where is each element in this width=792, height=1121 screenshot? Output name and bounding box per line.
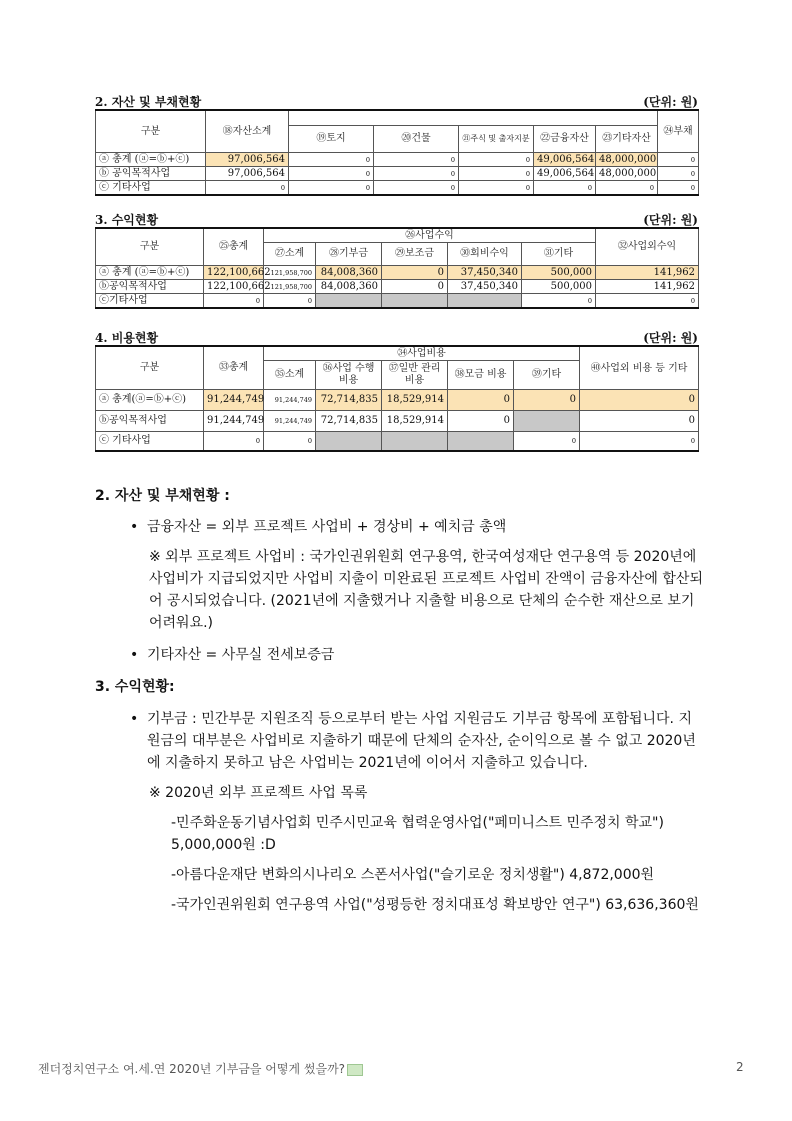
expense-h-38: ㊳모금 비용 <box>448 361 514 390</box>
expense-section <box>95 331 698 452</box>
assets-h-21: ㉑주식 및 출자지분 <box>459 126 534 153</box>
section3-heading: 3. 수익현황: <box>95 679 175 695</box>
expense-h-36: ㊱사업 수행비용 <box>316 361 382 390</box>
table-row: ⓐ 총계 (ⓐ=ⓑ+ⓒ) 122,100,662 121,958,700 84,008,360 0 37,450,340 500,000 141,962 <box>96 266 699 280</box>
expense-h-gubun: 구분 <box>96 346 204 390</box>
page-number: 2 <box>736 1060 744 1074</box>
bullet-icon: • <box>130 711 139 727</box>
income-unit: (단위: 원) <box>643 213 698 227</box>
list-item: • 기부금 : 민간부문 지원조직 등으로부터 받는 사업 지원금도 기부금 항목에 포함됩니다. 지원금의 대부분은 사업비로 지출하기 때문에 단체의 순자산, 순이익으로 볼 수 없고 2020년에 지출하지 못하고 남은 사업비는 2021년에 이어서 지출하고 있습니다. <box>95 708 705 774</box>
table-row: ⓒ기타사업 0 0 0 0 <box>96 294 699 309</box>
list-item: -국가인권위원회 연구용역 사업("성평등한 정치대표성 확보방안 연구") 63,636,360원 <box>171 897 699 913</box>
table-row: ⓑ공익목적사업 122,100,662 121,958,700 84,008,360 0 37,450,340 500,000 141,962 <box>96 280 699 294</box>
expense-h-37: ㊲일반 관리비용 <box>382 361 448 390</box>
expense-table <box>95 345 699 452</box>
assets-h-22: ㉒금융자산 <box>534 126 596 153</box>
list-item: • 금융자산 = 외부 프로젝트 사업비 + 경상비 + 예치금 총액 <box>95 516 705 538</box>
note-text: ※ 2020년 외부 프로젝트 사업 목록 <box>149 785 368 801</box>
assets-h-gubun: 구분 <box>96 110 206 153</box>
list-item: -아름다운재단 변화의시나리오 스폰서사업("슬기로운 정치생활") 4,872,000원 <box>171 867 655 883</box>
table-row: ⓑ공익목적사업 91,244,749 91,244,749 72,714,835 18,529,914 0 0 <box>96 411 699 432</box>
expense-h-40: ㊵사업외 비용 등 기타 <box>580 346 699 390</box>
expense-unit: (단위: 원) <box>643 331 698 345</box>
income-h-27: ㉗소계 <box>264 243 316 266</box>
assets-h-23: ㉓기타자산 <box>596 126 658 153</box>
assets-unit: (단위: 원) <box>643 95 698 109</box>
expense-h-39: ㊴기타 <box>514 361 580 390</box>
expense-h-35: ㉟소계 <box>264 361 316 390</box>
income-h-gubun: 구분 <box>96 228 204 266</box>
income-h-28: ㉘기부금 <box>316 243 382 266</box>
emoji-icon <box>347 1064 363 1076</box>
table-row: ⓐ 총계(ⓐ=ⓑ+ⓒ) 91,244,749 91,244,749 72,714,835 18,529,914 0 0 0 <box>96 390 699 411</box>
assets-h-20: ⑳건물 <box>374 126 459 153</box>
footer-title: 젠더정치연구소 여.세.연 2020년 기부금을 어떻게 썼을까? <box>38 1060 363 1077</box>
income-table <box>95 227 699 309</box>
note-text: ※ 외부 프로젝트 사업비 : 국가인권위원회 연구용역, 한국여성재단 연구용역 등 2020년에 사업비가 지급되었지만 사업비 지출이 미완료된 프로젝트 사업비 잔액이 금융자산에 합산되어 공시되었습니다. (2021년에 지출했거나 지출할 비용으로 단체의 순수한 재산으로 보기 어려워요.) <box>149 549 703 631</box>
table-row: ⓒ 기타사업 0 0 0 0 <box>96 432 699 452</box>
expense-title: 4. 비용현황 <box>95 331 159 345</box>
table-row: ⓑ 공익목적사업 97,006,564 0 0 0 49,006,564 48,000,000 0 <box>96 167 699 181</box>
assets-table <box>95 109 699 196</box>
income-h-30: ㉚회비수익 <box>448 243 522 266</box>
income-h-29: ㉙보조금 <box>382 243 448 266</box>
bullet-icon: • <box>130 647 139 663</box>
income-h-25: ㉕총계 <box>204 228 264 266</box>
income-title: 3. 수익현황 <box>95 213 159 227</box>
list-item: -민주화운동기념사업회 민주시민교육 협력운영사업("페미니스트 민주정치 학교") 5,000,000원 :D <box>171 815 664 853</box>
table-row: ⓐ 총계 (ⓐ=ⓑ+ⓒ) 97,006,564 0 0 0 49,006,564 48,000,000 0 <box>96 153 699 167</box>
assets-section <box>95 95 698 196</box>
income-h-32: ㉜사업외수익 <box>596 228 699 266</box>
explanation-text <box>95 485 705 916</box>
section2-heading: 2. 자산 및 부채현황 : <box>95 488 230 504</box>
expense-h-group: ㉞사업비용 <box>264 346 580 361</box>
income-h-group: ㉖사업수익 <box>264 228 596 243</box>
list-item: • 기타자산 = 사무실 전세보증금 <box>95 644 705 666</box>
assets-h-19: ⑲토지 <box>289 126 374 153</box>
table-row: ⓒ 기타사업 0 0 0 0 0 0 0 <box>96 181 699 196</box>
bullet-icon: • <box>130 519 139 535</box>
assets-h-24: ㉔부채 <box>658 110 699 153</box>
income-h-31: ㉛기타 <box>522 243 596 266</box>
assets-title: 2. 자산 및 부채현황 <box>95 95 202 109</box>
expense-h-33: ㉝총계 <box>204 346 264 390</box>
income-section <box>95 213 698 309</box>
assets-h-18: ⑱자산소계 <box>206 110 289 153</box>
